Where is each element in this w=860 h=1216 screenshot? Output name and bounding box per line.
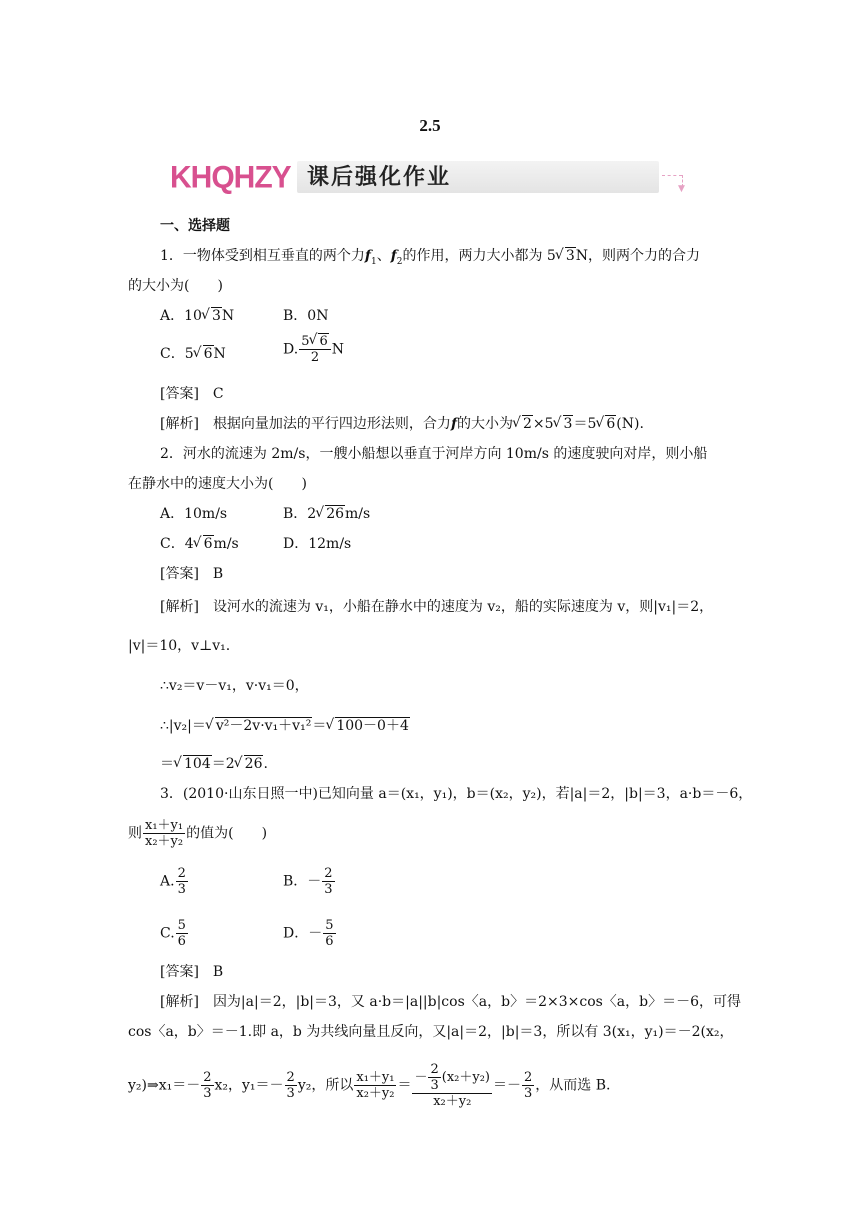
homework-banner xyxy=(170,158,690,200)
q1-option-a: A．10√ 3N xyxy=(160,306,234,326)
q3-analysis-line3: y₂)⇒x₁＝－ $\frac{2}{3}$ x₂，y₁＝－ $\frac{2}{3}$ y₂，所以 $\frac{\text{x₁＋y₁}}{\text{x₂＋y₂}}$ ＝ － $\frac{2}{3}$ (x₂＋y₂) x₂＋y₂ ＝－ $\frac{2}{3}$ ，从而选 B. xyxy=(128,1062,611,1109)
banner-logo: KHQHZY xyxy=(170,160,291,195)
q1-option-b: B．0N xyxy=(283,308,329,324)
q2-answer: [答案] B xyxy=(160,566,224,582)
q3-option-d: D．－ $\frac{5}{6}$ xyxy=(283,918,334,949)
q2-stem-line2: 在静水中的速度大小为( ) xyxy=(128,476,307,492)
q2-option-a: A．10m/s xyxy=(160,506,228,522)
q1-answer: [答案] C xyxy=(160,386,224,402)
q3-answer: [答案] B xyxy=(160,964,224,980)
q1-option-c: C．5√ 6N xyxy=(160,344,226,364)
section-number: 2.5 xyxy=(419,116,441,135)
q2-option-c: C．4√ 6m/s xyxy=(160,534,239,554)
q3-stem-line1: 3．(2010·山东日照一中)已知向量 a＝(x₁，y₁)，b＝(x₂，y₂)，若|a|＝2，|b|＝3，a·b＝－6， xyxy=(160,786,753,802)
q1-stem-c: N，则两个力的合力 xyxy=(575,248,700,264)
banner-title: 课后强化作业 xyxy=(307,165,452,190)
q3-option-a: A. $\frac{2}{3}$ xyxy=(160,866,186,897)
q2-equation-2: ∴|v₂|＝√ v²－2v·v₁＋v₁²＝√ 100－0＋4 xyxy=(160,716,410,736)
arrow-down-icon: ▼ xyxy=(678,184,685,194)
q2-option-d: D．12m/s xyxy=(283,536,352,552)
q2-analysis-line2: |v|＝10，v⊥v₁. xyxy=(128,638,231,654)
q3-analysis-line2: cos〈a，b〉＝－1.即 a，b 为共线向量且反向，又|a|＝2，|b|＝3，所以有 3(x₁，y₁)＝－2(x₂， xyxy=(128,1024,734,1040)
q1-stem-line1: 1．一物体受到相互垂直的两个力$f_1$、$f_2$的作用，两力大小都为 5√ 3N，则两个力的合力 xyxy=(160,246,700,266)
q2-equation-1: ∴v₂＝v－v₁，v·v₁＝0， xyxy=(160,678,309,694)
q3-stem-line2: 则 $\frac{\text{x₁＋y₁}}{\text{x₂＋y₂}}$ 的值为( ) xyxy=(128,818,268,849)
q1-stem-a: 1．一物体受到相互垂直的两个力 xyxy=(160,248,365,264)
banner-dashed-line xyxy=(662,175,682,176)
q3-option-c: C. $\frac{5}{6}$ xyxy=(160,918,186,949)
q2-analysis-line1: [解析] 设河水的流速为 v₁，小船在静水中的速度为 v₂，船的实际速度为 v，则|v₁|＝2， xyxy=(160,599,714,615)
q1-analysis: [解析] 根据向量加法的平行四边形法则，合力f的大小为√ 2×5√ 3＝5√ 6(N). xyxy=(160,414,644,434)
q1-stem-b: 的作用，两力大小都为 5 xyxy=(402,248,556,264)
q1-stem-line2: 的大小为( ) xyxy=(128,278,223,294)
q2-stem-line1: 2．河水的流速为 2m/s，一艘小船想以垂直于河岸方向 10m/s 的速度驶向对岸，则小船 xyxy=(160,446,708,462)
q3-analysis-line1: [解析] 因为|a|＝2，|b|＝3，又 a·b＝|a||b|cos〈a，b〉＝2×3×cos〈a，b〉＝－6，可得 xyxy=(160,994,742,1010)
q3-option-b: B．－ $\frac{2}{3}$ xyxy=(283,866,333,897)
part-heading: 一、选择题 xyxy=(160,218,230,234)
q1-option-d: D. $\frac{5√ 6}{2}$ N xyxy=(283,334,344,365)
q2-equation-3: ＝√ 104＝2√ 26. xyxy=(160,754,268,774)
q2-option-b: B．2√ 26m/s xyxy=(283,504,370,524)
